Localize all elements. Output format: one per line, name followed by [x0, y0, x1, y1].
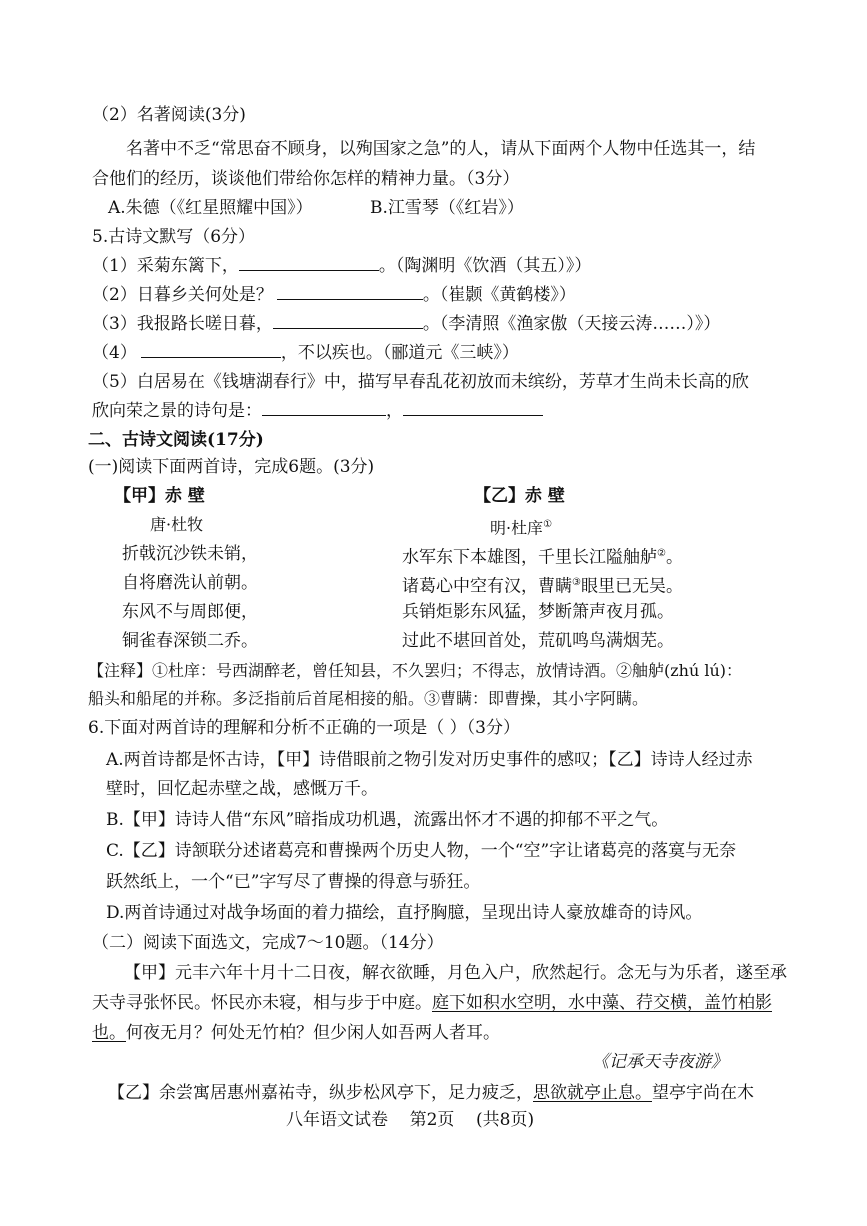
underlined-sentence-end: 也。	[92, 1023, 126, 1043]
q5-line5a: （5）白居易在《钱塘湖春行》中，描写早春乱花初放而未缤纷，芳草才生尚未长高的欣	[92, 372, 749, 392]
answer-blank[interactable]	[262, 399, 386, 416]
passage-yi-line1-text: 【乙】余尝寓居惠州嘉祐寺，纵步松风亭下，足力疲乏，	[108, 1083, 533, 1103]
poem-jia-author: 唐·杜牧	[150, 515, 204, 534]
poem-jia-line4: 铜雀春深锁二乔。	[122, 631, 258, 651]
answer-blank[interactable]	[239, 254, 379, 271]
q6-option-d: D.两首诗通过对战争场面的着力描绘，直抒胸臆，呈现出诗人豪放雄奇的诗风。	[106, 903, 703, 923]
q6-option-b: B.【甲】诗诗人借“东风”暗指成功机遇，流露出怀才不遇的抑郁不平之气。	[106, 810, 669, 830]
q5-line1-text: （1）采菊东篱下，	[92, 256, 239, 276]
q4-2-option-b: B.江雪琴（《红岩》）	[370, 198, 524, 218]
page-footer: 八年语文试卷 第2页 (共8页)	[286, 1110, 535, 1130]
underlined-phrase: 思欲就亭止息。	[533, 1083, 652, 1103]
passage-jia-line2	[92, 991, 772, 1015]
q4-2-option-a: A.朱德（《红星照耀中国》）	[108, 198, 313, 218]
passage-jia-line3-text: 何夜无月？何处无竹柏？但少闲人如吾两人者耳。	[126, 1023, 500, 1043]
footnote-marker: ③	[572, 577, 581, 588]
q6-option-c-line1: C.【乙】诗颔联分述诸葛亮和曹操两个历史人物，一个“空”字让诸葛亮的落寞与无奈	[106, 841, 737, 861]
answer-blank[interactable]	[403, 399, 543, 416]
footnote-marker: ①	[543, 519, 553, 530]
q5-line5b	[92, 399, 543, 423]
q6-option-a-line2: 壁时，回忆起赤壁之战，感慨万千。	[106, 779, 378, 799]
part2-heading: （二）阅读下面选文，完成7～10题。（14分）	[92, 933, 444, 953]
section2-part1-heading: (一)阅读下面两首诗，完成6题。(3分)	[88, 457, 375, 477]
passage-jia-line2-text: 天寺寻张怀民。怀民亦未寝，相与步于中庭。	[92, 993, 432, 1013]
poem-yi-title: 【乙】赤 壁	[474, 486, 565, 506]
q4-2-prompt-line1: 名著中不乏“常思奋不顾身，以殉国家之急”的人，请从下面两个人物中任选其一，结	[126, 139, 756, 159]
q6-option-a-line1: A.两首诗都是怀古诗，【甲】诗借眼前之物引发对历史事件的感叹；【乙】诗诗人经过赤	[106, 750, 753, 770]
passage-yi-line1-text-end: 望亭宇尚在木	[652, 1083, 754, 1103]
poem-jia-line3: 东风不与周郎便，	[122, 602, 258, 622]
passage-yi-line1	[108, 1081, 754, 1105]
q5-line4-source: ，不以疾也。（郦道元《三峡》）	[280, 343, 519, 363]
poem-yi-line2	[402, 571, 683, 599]
poem-yi-line2-text-a: 诸葛心中空有汉，曹瞒	[402, 576, 572, 597]
q4-2-prompt-line2: 合他们的经历，谈谈他们带给你怎样的精神力量。（3分）	[92, 169, 520, 189]
poem-yi-author-line	[490, 513, 552, 540]
poem-yi-line1	[402, 542, 683, 570]
poem-jia-line1: 折戟沉沙铁未销，	[122, 544, 258, 564]
q5-heading: 5.古诗文默写（6分）	[92, 227, 256, 247]
section2-heading: 二、古诗文阅读(17分)	[88, 430, 264, 450]
q5-line1-source: 。（陶渊明《饮酒（其五）》）	[378, 256, 592, 276]
q5-line4-text: （4）	[92, 343, 137, 363]
q5-line3	[92, 312, 720, 336]
passage-jia-line1: 【甲】元丰六年十月十二日夜，解衣欲睡，月色入户，欣然起行。念无与为乐者，遂至承	[124, 963, 787, 983]
answer-blank[interactable]	[277, 283, 423, 300]
q5-line3-source: 。（李清照《渔家傲（天接云涛……）》）	[422, 314, 721, 334]
q4-2-heading: （2）名著阅读(3分)	[92, 105, 246, 125]
underlined-sentence: 庭下如积水空明，水中藻、荇交横，盖竹柏影	[432, 993, 772, 1013]
notes-line1: 【注释】①杜庠：号西湖醉老，曾任知县，不久罢归；不得志，放情诗酒。②舳舻(zhú lú)：	[88, 661, 743, 680]
poem-jia-title: 【甲】赤 壁	[114, 486, 205, 506]
q5-line5b-comma: ，	[386, 401, 403, 421]
poem-yi-line4: 过此不堪回首处，荒矶鸣鸟满烟芜。	[402, 631, 674, 651]
passage-jia-line3	[92, 1021, 500, 1045]
poem-yi-author: 明·杜庠	[490, 518, 544, 538]
q5-line1	[92, 254, 591, 278]
poem-yi-line2-text-b: 眼里已无吴。	[580, 576, 683, 597]
answer-blank[interactable]	[273, 312, 423, 329]
notes-line2: 船头和船尾的并称。多泛指前后首尾相接的船。③曹瞒：即曹操，其小字阿瞒。	[88, 689, 649, 708]
q5-line2-source: 。（崔颢《黄鹤楼》）	[422, 285, 576, 305]
poem-yi-line1-end: 。	[665, 547, 683, 568]
passage-jia-source: 《记承天寺夜游》	[592, 1052, 728, 1072]
q5-line3-text: （3）我报路长嗟日暮，	[92, 314, 273, 334]
q5-line4	[92, 341, 519, 365]
q5-line5b-text: 欣向荣之景的诗句是：	[92, 401, 262, 421]
poem-yi-line3: 兵销炬影东风猛，梦断箫声夜月孤。	[402, 602, 674, 622]
q5-line2	[92, 283, 576, 307]
poem-jia-line2: 自将磨洗认前朝。	[122, 573, 258, 593]
footnote-marker: ②	[657, 548, 666, 559]
q6-option-c-line2: 跃然纸上，一个“已”字写尽了曹操的得意与骄狂。	[106, 872, 481, 892]
poem-yi-line1-text: 水军东下本雄图，千里长江隘舳舻	[402, 547, 657, 568]
q6-stem: 6.下面对两首诗的理解和分析不正确的一项是（ ）（3分）	[88, 718, 520, 738]
answer-blank[interactable]	[141, 341, 281, 358]
q5-line2-text: （2）日暮乡关何处是？	[92, 285, 273, 305]
